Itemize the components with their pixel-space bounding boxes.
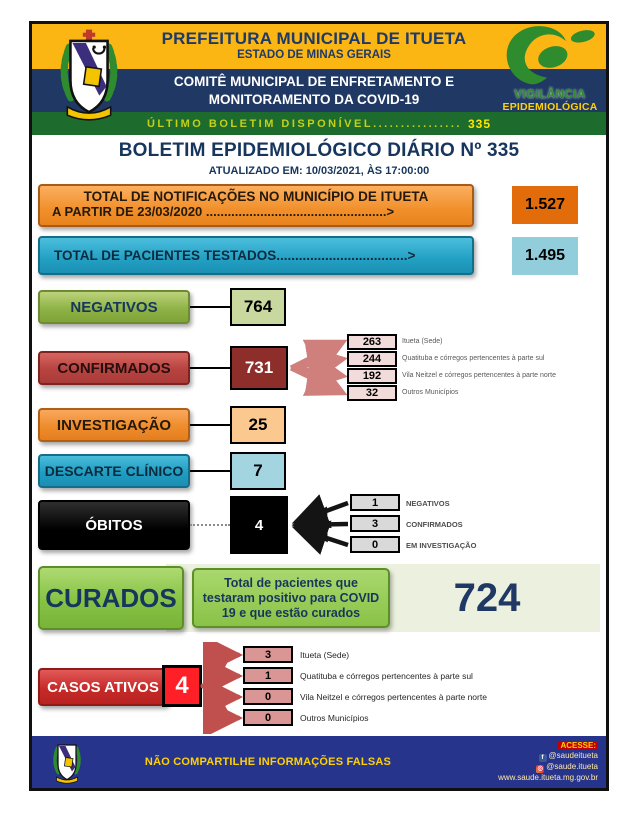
epidemiologica-text: EPIDEMIOLÓGICA xyxy=(502,101,598,113)
vigilancia-text: VIGILÂNCIA xyxy=(514,89,586,101)
website-link[interactable]: www.saude.itueta.mg.gov.br xyxy=(498,773,598,782)
investigacao-value: 25 xyxy=(230,406,286,444)
confirmados-breakdown-box: 192 xyxy=(347,368,397,384)
curados-value: 724 xyxy=(453,576,521,620)
state-subtitle: ESTADO DE MINAS GERAIS xyxy=(237,49,391,61)
last-bulletin-dots: ................ xyxy=(373,117,462,130)
confirmados-breakdown-box: 244 xyxy=(347,351,397,367)
confirmados-breakdown-label: Outros Municípios xyxy=(402,389,459,396)
casos-breakdown-label: Itueta (Sede) xyxy=(300,650,350,660)
confirmados-breakdown-box: 263 xyxy=(347,334,397,350)
casos-breakdown-box: 0 xyxy=(243,688,293,705)
obitos-fan-arrows xyxy=(288,492,352,558)
total-tested-label: TOTAL DE PACIENTES TESTADOS...................................> xyxy=(54,248,416,263)
instagram-icon: ◎ xyxy=(537,765,544,772)
total-notifications-line2: A PARTIR DE 23/03/2020 ..................................................> xyxy=(52,204,395,219)
confirmados-breakdown-label: Itueta (Sede) xyxy=(402,338,443,345)
facebook-icon: f xyxy=(539,754,547,762)
obitos-breakdown-label: EM INVESTIGAÇÃO xyxy=(406,541,477,550)
bulletin-updated-timestamp: ATUALIZADO EM: 10/03/2021, ÀS 17:00:00 xyxy=(208,165,430,177)
confirmados-value: 731 xyxy=(230,346,288,390)
total-notifications-line1: TOTAL DE NOTIFICAÇÕES NO MUNICÍPIO DE ITUETA xyxy=(83,189,429,204)
confirmados-fan-arrows xyxy=(288,330,348,406)
obitos-bar: ÓBITOS xyxy=(38,500,190,550)
confirmados-breakdown-box: 32 xyxy=(347,385,397,401)
curados-bar: CURADOS xyxy=(38,566,184,630)
obitos-breakdown-box: 0 xyxy=(350,536,400,553)
obitos-breakdown-label: CONFIRMADOS xyxy=(406,520,463,529)
descarte-clinico-bar: DESCARTE CLÍNICO xyxy=(38,454,190,488)
swoosh-icon xyxy=(497,26,603,86)
confirmados-breakdown-label: Quatituba e córregos pertencentes à parte sul xyxy=(402,355,545,362)
bulletin-frame xyxy=(29,21,609,791)
access-label: ACESSE: xyxy=(560,740,596,750)
confirmados-bar: CONFIRMADOS xyxy=(38,351,190,385)
footer-warning: NÃO COMPARTILHE INFORMAÇÕES FALSAS xyxy=(144,756,392,768)
municipal-coat-of-arms-icon xyxy=(56,28,122,124)
casos-breakdown-label: Vila Neitzel e córregos pertencentes à parte norte xyxy=(300,692,487,702)
casos-ativos-fan-arrows xyxy=(200,642,246,734)
footer-coat-of-arms-icon xyxy=(44,739,90,785)
instagram-handle[interactable]: ◎ @saude.itueta xyxy=(537,762,598,772)
casos-breakdown-box: 0 xyxy=(243,709,293,726)
committee-title xyxy=(128,73,500,109)
obitos-value: 4 xyxy=(230,496,288,554)
investigacao-bar: INVESTIGAÇÃO xyxy=(38,408,190,442)
casos-breakdown-box: 1 xyxy=(243,667,293,684)
casos-breakdown-label: Outros Municípios xyxy=(300,713,369,723)
municipality-title: PREFEITURA MUNICIPAL DE ITUETA xyxy=(161,29,467,48)
committee-line1: COMITÊ MUNICIPAL DE ENFRETAMENTO E xyxy=(173,74,455,89)
header-titles xyxy=(128,24,500,61)
confirmados-breakdown-label: Vila Neitzel e córregos pertencentes à parte norte xyxy=(402,372,556,379)
confirmados-connector xyxy=(190,367,230,369)
facebook-handle[interactable]: f @saudeitueta xyxy=(446,751,598,762)
total-tested-value: 1.495 xyxy=(512,237,578,275)
footer-links xyxy=(446,741,606,784)
total-tested-bar xyxy=(38,236,474,275)
obitos-breakdown-label: NEGATIVOS xyxy=(406,499,450,508)
casos-breakdown-label: Quatituba e córregos pertencentes à parte sul xyxy=(300,671,473,681)
vigilancia-epidemiologica-logo xyxy=(497,26,603,134)
investigacao-connector xyxy=(190,424,230,426)
descarte-clinico-connector xyxy=(190,470,230,472)
last-bulletin-number: 335 xyxy=(467,116,491,131)
negativos-value: 764 xyxy=(230,288,286,326)
obitos-breakdown-box: 1 xyxy=(350,494,400,511)
descarte-clinico-value: 7 xyxy=(230,452,286,490)
committee-line2: MONITORAMENTO DA COVID-19 xyxy=(208,92,420,107)
obitos-connector xyxy=(190,524,230,526)
casos-ativos-value: 4 xyxy=(162,665,202,707)
casos-ativos-bar: CASOS ATIVOS xyxy=(38,668,168,706)
total-notifications-bar xyxy=(38,184,474,227)
casos-breakdown-box: 3 xyxy=(243,646,293,663)
bulletin-title: BOLETIM EPIDEMIOLÓGICO DIÁRIO Nº 335 xyxy=(118,140,520,161)
obitos-breakdown-box: 3 xyxy=(350,515,400,532)
negativos-connector xyxy=(190,306,230,308)
curados-description: Total de pacientes que testaram positivo para COVID 19 e que estão curados xyxy=(192,568,390,628)
negativos-bar: NEGATIVOS xyxy=(38,290,190,324)
total-notifications-value: 1.527 xyxy=(512,186,578,224)
footer xyxy=(32,736,606,788)
last-bulletin-label: ÚLTIMO BOLETIM DISPONÍVEL xyxy=(146,117,374,130)
